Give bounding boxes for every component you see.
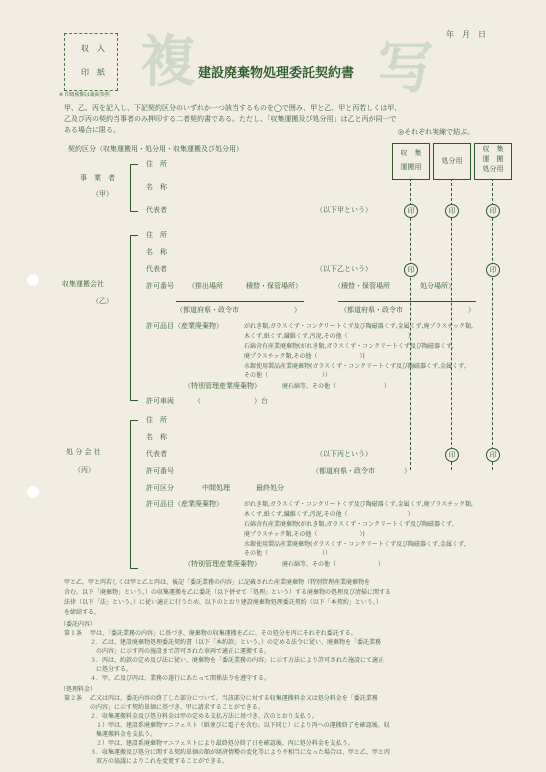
revenue-stamp-box — [64, 33, 118, 91]
party-c-name-label: 名 称 — [146, 433, 167, 441]
party-c-item-3: 石綿含有産業廃棄物(がれき類,ガラスくず・コンクリートくず及び陶磁器くず, — [244, 521, 454, 528]
party-b-pref-1-close: ） — [294, 306, 301, 314]
party-b-special-value: 廃石綿等、その他（ ） — [282, 383, 391, 390]
party-c-class-2: 最終処分 — [256, 484, 284, 492]
party-b-vehicle-open: （ — [194, 397, 201, 405]
seal-c-2: 印 — [445, 448, 459, 462]
article-2-line-6: ２）甲は、建設系廃棄物マニフェストにより最終処分終了日を確認後、丙に処分料金を支払う。 — [90, 740, 354, 747]
party-b-rep-note: （以下乙という） — [316, 265, 372, 273]
party-c-bracket — [130, 420, 131, 568]
party-b-name-label: 名 称 — [146, 248, 167, 256]
party-b-pref-1: （都道府県・政令市 — [176, 306, 239, 314]
article-2-line-7: ３．収集運搬及び処分に関する契約単価の額が経済情勢の変化等により不相当になった場合は、甲と乙、甲と丙 — [90, 749, 391, 756]
binder-hole-top — [27, 274, 39, 286]
party-b-item-3: 石綿含有産業廃棄物(がれき類,ガラスくず・コンクリートくず及び陶磁器くず, — [244, 343, 454, 350]
seal-note: ◎それぞれ実線で結ぶ。 — [398, 128, 475, 136]
seal-b-3: 印 — [486, 263, 500, 277]
article-2-number: 第２条 — [64, 695, 83, 702]
party-a-rep-note: （以下甲という） — [316, 206, 372, 214]
col-header-disposal-l1: 処分用 — [441, 157, 463, 165]
section-1-heading: （委託内容） — [60, 621, 97, 628]
article-1-line-5: に処分する。 — [90, 666, 133, 673]
party-b-permit-p3: （積替・保管場所 — [334, 282, 390, 290]
party-b-permit-p2: 積替・保管場所） — [246, 282, 302, 290]
article-2-line-8: 双方の協議によりこれを変更することができる。 — [90, 758, 229, 765]
party-b-role: 収集運搬会社 — [62, 280, 104, 288]
seal-a-3: 印 — [486, 204, 500, 218]
intro-line-3: ある場合に限る。 — [64, 126, 120, 134]
party-c-pref: （都道府県・政令市 — [312, 467, 375, 475]
intro-line-1: 甲、乙、丙を記入し、下記契約区分のいずれか一つ該当するものを◯で囲み、甲と乙、甲と丙若しくは甲、 — [64, 104, 402, 112]
date-label: 年 月 日 — [446, 30, 486, 39]
party-b-items-label: 許可品目（産業廃棄物） — [146, 322, 223, 330]
party-c-class-label: 許可区分 — [146, 484, 174, 492]
article-2-line-2: の内容」に示す契約単価に基づき、甲に請求することができる。 — [90, 704, 264, 711]
party-b-rep-label: 代表者 — [146, 265, 167, 273]
party-b-vehicle-unit: ）台 — [254, 397, 268, 405]
binder-hole-bottom — [27, 486, 39, 498]
seal-b-1: 印 — [404, 263, 418, 277]
col-header-both — [474, 143, 512, 180]
party-a-name-label: 名 称 — [146, 183, 167, 191]
bracket-tick — [130, 164, 138, 165]
party-b-address-label: 住 所 — [146, 231, 167, 239]
party-b-pref-2-close: ） — [468, 306, 475, 314]
article-2-line-1: 乙又は丙は、委託内容の終了した部分について、当該部分に対する収集運搬料金又は処分料金を「委託業務 — [90, 695, 378, 702]
bracket-tick — [130, 420, 138, 421]
party-b-pref-2: （都道府県・政令市 — [340, 306, 403, 314]
party-b-item-2: 木くず,紙くず,繊維くず,汚泥,その他（ ） — [244, 333, 414, 340]
party-a-role: 事 業 者 — [80, 174, 115, 182]
seal-line-3 — [492, 178, 493, 470]
b-permit-line-1 — [176, 301, 304, 302]
watermark-left: 複 — [140, 29, 196, 95]
party-c-paren: （丙） — [74, 466, 95, 474]
party-c-special-label: （特別管理産業廃棄物） — [184, 560, 261, 568]
bracket-tick — [130, 568, 138, 569]
party-c-item-2: 木くず,紙くず,繊維くず,汚泥,その他（ ） — [244, 511, 414, 518]
party-c-address-label: 住 所 — [146, 416, 167, 424]
contract-type: 契約区分（収集運搬用・処分用・収集運搬及び処分用） — [68, 145, 243, 153]
b-permit-line-2 — [338, 301, 476, 302]
col-header-both-l1: 収 集 — [482, 145, 504, 153]
party-b-vehicle-label: 許可車両 — [146, 397, 174, 405]
article-1-line-1: 甲は、「委託業務の内容」に基づき、廃棄物の収集運搬を乙に、その処分を丙にそれぞれ委託する。 — [90, 630, 357, 637]
body-line-1: 甲と乙、甲と丙若しくは甲と乙と丙は、後記「委託業務の内容」に記載された産業廃棄物（特別管理産業廃棄物を — [64, 579, 371, 586]
bracket-tick — [130, 211, 138, 212]
party-b-permit-no-label: 許可番号 — [146, 282, 174, 290]
col-header-transport — [392, 143, 430, 180]
watermark-right: 写 — [378, 35, 434, 101]
party-c-rep-note: （以下丙という） — [316, 450, 372, 458]
stamp-label-line1: 収 入 — [81, 44, 105, 53]
party-c-rep-label: 代表者 — [146, 450, 167, 458]
article-1-line-3: の内容」に示す丙の施設まで許可された車両で適正に運搬する。 — [90, 648, 271, 655]
party-b-item-6: その他（ ）） — [244, 372, 332, 379]
party-c-items-label: 許可品目（産業廃棄物） — [146, 500, 223, 508]
article-2-line-4: １）甲は、建設系廃棄物マニフェスト（紙並びに電子を含む。以下同じ）により丙への運搬終了を確認後、収 — [90, 722, 390, 729]
party-a-bracket — [130, 164, 131, 211]
party-c-class-1: 中間処理 — [202, 484, 230, 492]
intro-line-2: 乙及び丙の契約当事者のみ押印する二者契約書である。ただし、「収集運搬及び処分用」は乙と丙が同一で — [64, 115, 397, 123]
seal-a-1: 印 — [404, 204, 418, 218]
party-c-item-5: 水銀使用製品産業廃棄物(ガラスくず・コンクリートくず及び陶磁器くず,金属くず, — [244, 541, 466, 548]
party-b-item-1: がれき類,ガラスくず・コンクリートくず及び陶磁器くず,金属くず,廃プラスチック類, — [244, 323, 473, 330]
party-c-item-1: がれき類,ガラスくず・コンクリートくず及び陶磁器くず,金属くず,廃プラスチック類, — [244, 501, 473, 508]
party-b-permit-p1: （排出場所 — [188, 282, 223, 290]
party-b-permit-p4: 処分場所） — [420, 282, 455, 290]
article-1-line-6: ４．甲、乙及び丙は、業務の遂行にあたって関係法令を遵守する。 — [90, 675, 271, 682]
col-header-disposal — [433, 143, 471, 180]
article-2-line-5: 集運搬料金を支払う。 — [90, 731, 157, 738]
body-line-3: 法律（以下「法」という。）に従い適正に行うため、以下のとおり建設廃棄物処理委託契約（以下「本契約」という。） — [64, 599, 382, 606]
party-c-role: 処 分 会 社 — [66, 448, 101, 456]
bracket-tick — [130, 400, 138, 401]
article-1-number: 第１条 — [64, 630, 83, 637]
party-b-paren: （乙） — [92, 297, 113, 305]
party-c-permit-no-label: 許可番号 — [146, 467, 174, 475]
col-header-both-l3: 処分用 — [482, 165, 504, 173]
party-a-paren: （甲） — [92, 190, 113, 198]
body-line-2: 含む。以下「廃棄物」という。）の収集運搬を乙に委託（以下併せて「処理」という）する廃棄物の処理及び清掃に関する — [64, 589, 392, 596]
party-b-bracket — [130, 235, 131, 400]
party-b-special-label: （特別管理産業廃棄物） — [184, 382, 261, 390]
article-1-line-2: ２．乙は、建設廃棄物処理委託契約書（以下「本約款」という。）の定める法令に従い、廃棄物を「委託業務 — [90, 639, 382, 646]
party-a-address-label: 住 所 — [146, 160, 167, 168]
col-header-transport-l1: 収 集 — [400, 149, 422, 157]
page-title: 建設廃棄物処理委託契約書 — [198, 66, 355, 81]
article-2-line-3: ２．収集運搬料金及び処分料金は甲の定める支払方法に基づき、次のとおり支払う。 — [90, 713, 318, 720]
article-1-line-4: ３．丙は、約款の定め及び法に従い、廃棄物を「委託業務の内容」に示す方法により許可された施設にて適正 — [90, 657, 385, 664]
section-2-heading: （処理料金） — [60, 686, 97, 693]
col-header-transport-l2: 運搬用 — [400, 163, 422, 171]
stamp-label-line2: 印 紙 — [81, 68, 105, 77]
seal-c-3: 印 — [486, 448, 500, 462]
party-c-item-4: 廃プラスチック類,その他（ ）) — [244, 531, 365, 538]
party-c-item-6: その他（ ）） — [244, 550, 332, 557]
seal-a-2: 印 — [445, 204, 459, 218]
party-b-item-4: 廃プラスチック類,その他（ ）) — [244, 353, 365, 360]
body-line-4: を締結する。 — [64, 609, 101, 616]
bracket-tick — [130, 235, 138, 236]
party-a-rep-label: 代表者 — [146, 206, 167, 214]
party-b-item-5: 水銀使用製品産業廃棄物(ガラスくず・コンクリートくず及び陶磁器くず,金属くず, — [244, 363, 466, 370]
party-c-special-value: 廃石綿等、その他（ ） — [282, 561, 385, 568]
col-header-both-l2: 運 搬 — [482, 155, 504, 163]
stamp-note: ※ 印紙税額は裏面参照 — [59, 92, 110, 98]
party-c-pref-close: ） — [404, 467, 411, 475]
